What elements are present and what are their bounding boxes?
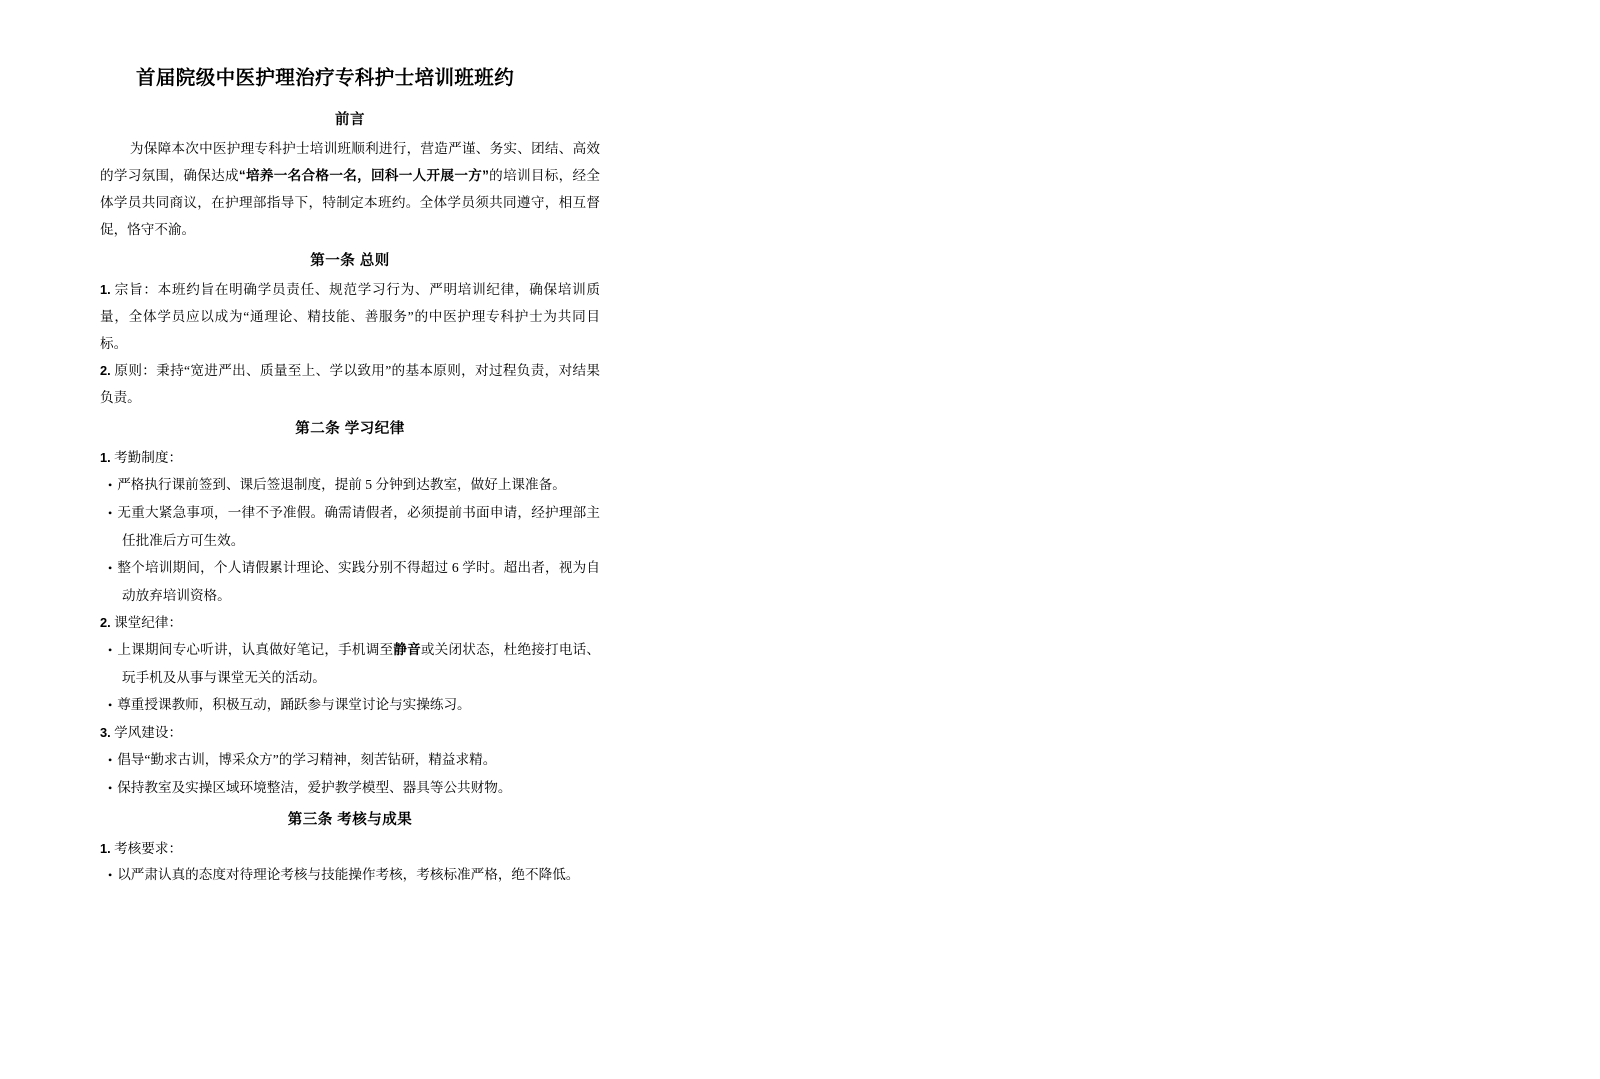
preface-text-bold: “培养一名合格一名，回科一人开展一方” [238,168,489,183]
list-item-text: 尊重授课教师，积极互动，踊跃参与课堂讨论与实操练习。 [117,697,471,712]
list-item-text: 倡导“勤求古训，博采众方”的学习精神，刻苦钻研，精益求精。 [117,752,497,767]
article-2-group-3-label [100,719,600,746]
list-item [100,636,600,691]
article-3-group-1-label [100,835,600,862]
list-item-text: 保持教室及实操区域环境整洁，爱护教学模型、器具等公共财物。 [117,780,512,795]
list-item [100,862,600,888]
document-body [100,62,600,888]
article-1-item-2-text: 原则：秉持“宽进严出、质量至上、学以致用”的基本原则，对过程负责，对结果负责。 [100,363,600,405]
bullet-icon: • [108,868,113,882]
page-title: 首届院级中医护理治疗专科护士培训班班约 [136,67,515,89]
article-2-group-2-title: 课堂纪律： [114,615,183,630]
article-2-group-1-number: 1. [100,450,111,465]
list-item [100,774,600,802]
preface-heading: 前言 [335,112,365,128]
list-item-text-pre: 上课期间专心听讲，认真做好笔记，手机调至 [117,642,394,657]
preface-text-part2: 的培训目标，经全体学员共同商议，在护理部指导下，特制定本班约。全体学员须共同遵守，相互督促，恪守不渝。 [100,168,601,237]
bullet-icon: • [108,506,113,520]
article-1-item-1-number: 1. [100,282,111,297]
article-1-item-1-text: 宗旨：本班约旨在明确学员责任、规范学习行为、严明培训纪律，确保培训质量，全体学员应以成为“通理论、精技能、善服务”的中医护理专科护士为共同目标。 [100,282,601,351]
article-3-heading: 第三条 考核与成果 [287,812,413,828]
bullet-icon: • [108,781,113,795]
article-2-group-1-label [100,444,600,471]
article-2-group-3-number: 3. [100,725,111,740]
preface-text-part1: 为保障本次中医护理专科护士培训班顺利进行，营造严谨、务实、团结、高效的学习氛围，确保达成 [100,141,600,183]
list-item [100,554,600,609]
article-2-heading: 第二条 学习纪律 [295,421,405,437]
list-item-text-post: 或关闭状态，杜绝接打电话、玩手机及从事与课堂无关的活动。 [122,642,601,685]
list-item [100,746,600,774]
bullet-icon: • [108,643,113,657]
article-3-group-1-title: 考核要求： [114,841,183,856]
article-2-group-2-label [100,609,600,636]
bullet-icon: • [108,753,113,767]
bullet-icon: • [108,478,113,492]
article-2-group-1-title: 考勤制度： [114,450,183,465]
article-2-group-2-number: 2. [100,615,111,630]
article-1-heading: 第一条 总则 [310,253,390,269]
article-1-item-2 [100,357,600,411]
list-item-text: 无重大紧急事项，一律不予准假。确需请假者，必须提前书面申请，经护理部主任批准后方可生效。 [117,505,600,548]
article-3-group-1-number: 1. [100,841,111,856]
list-item [100,691,600,719]
list-item-text: 以严肃认真的态度对待理论考核与技能操作考核，考核标准严格，绝不降低。 [117,867,580,882]
bullet-icon: • [108,561,113,575]
article-1-item-1 [100,276,600,357]
list-item-text: 整个培训期间，个人请假累计理论、实践分别不得超过 6 学时。超出者，视为自动放弃培训资格。 [117,560,600,603]
list-item [100,471,600,499]
article-2-group-3-title: 学风建设： [114,725,183,740]
bullet-icon: • [108,698,113,712]
article-1-item-2-number: 2. [100,363,111,378]
list-item [100,499,600,554]
preface-paragraph [100,135,600,243]
list-item-text-bold: 静音 [393,642,421,657]
list-item-text: 严格执行课前签到、课后签退制度，提前 5 分钟到达教室，做好上课准备。 [117,477,566,492]
